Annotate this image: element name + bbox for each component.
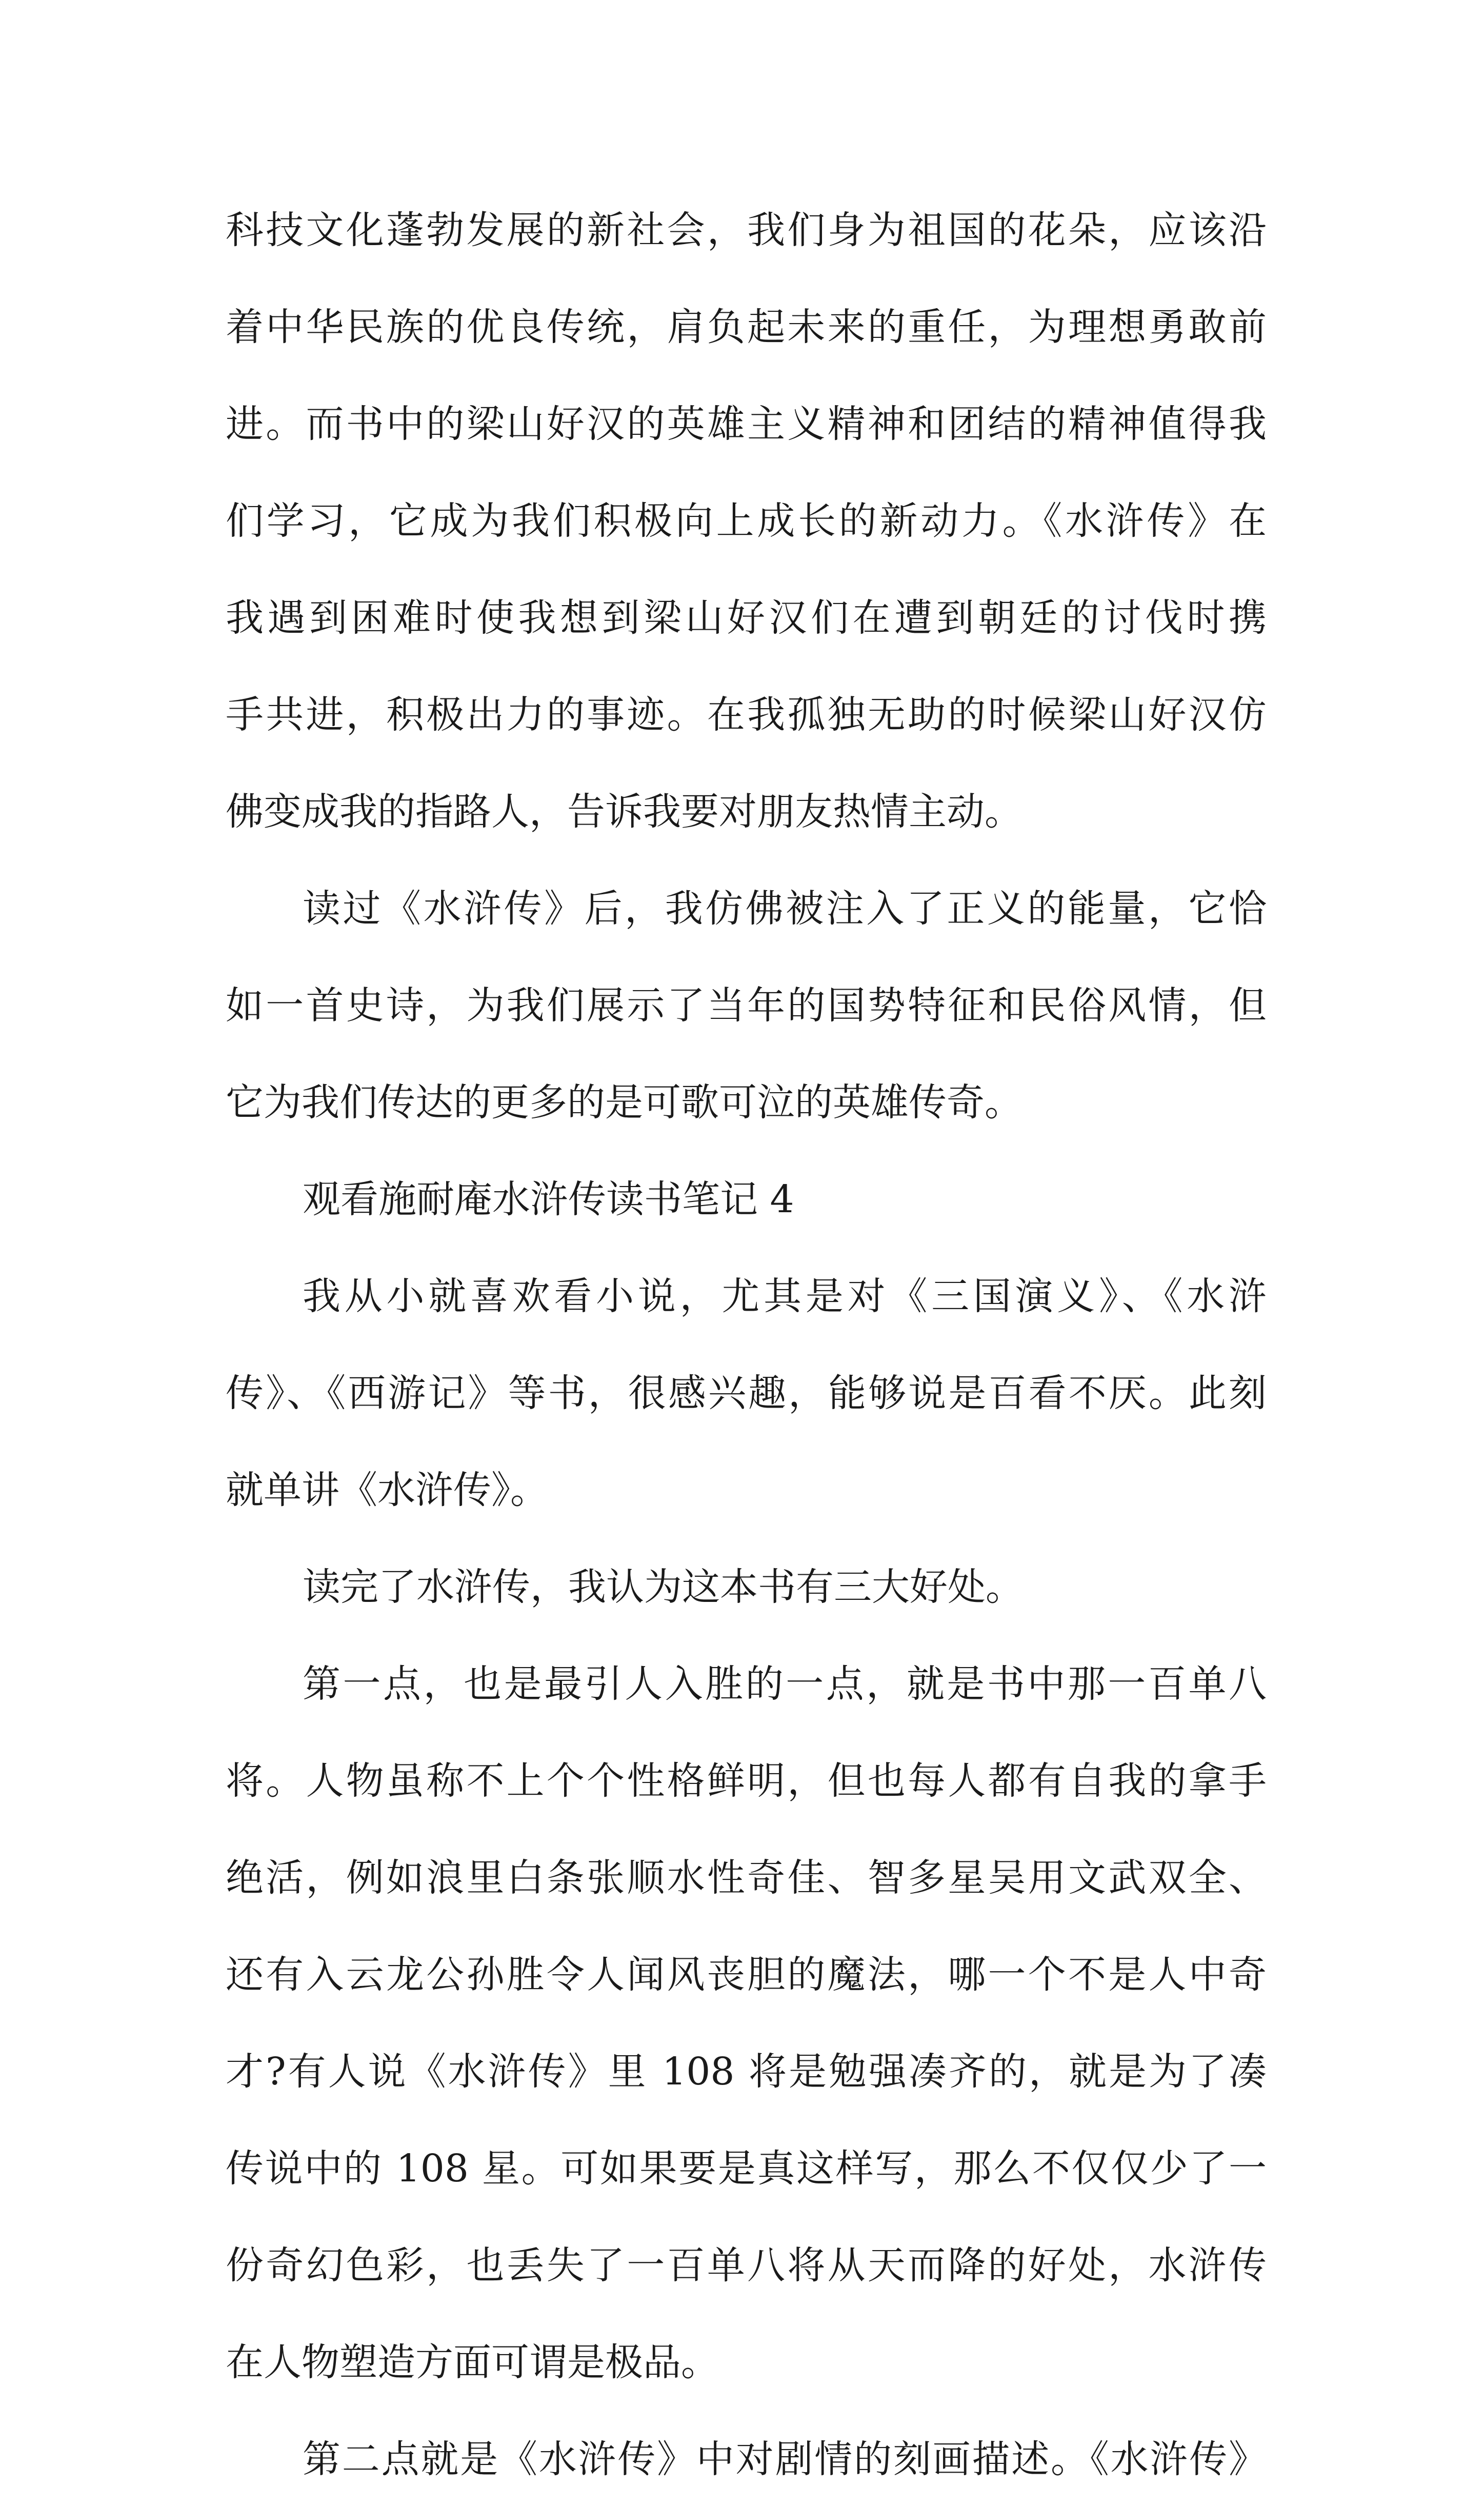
text-line: 就单讲《水浒传》。: [226, 1468, 548, 1512]
text-line: 第一点，也是最引人入胜的一点，就是书中那一百单八: [303, 1662, 1267, 1706]
text-line: 份奇幻色彩，也丢失了一百单八将从天而降的好处，水浒传: [226, 2243, 1267, 2288]
section-heading: 观看施耐庵水浒传读书笔记 4: [303, 1177, 794, 1221]
text-line: 第二点就是《水浒传》中对剧情的刻画描述。《水浒传》: [303, 2437, 1267, 2481]
text-line: 佛变成我的指路人，告诉我要对朋友热情主动。: [226, 790, 1022, 834]
text-line: 传说中的 108 星。可如果要是真这样写，那么不仅仅少了一: [226, 2146, 1267, 2191]
text-line: 将。人物虽称不上个个性格鲜明，但也每人都有自我的拿手: [226, 1759, 1267, 1803]
text-line: 们学习，它成为我们积极向上成长的新动力。《水浒传》在: [226, 499, 1267, 543]
text-line: 才?有人说《水浒传》里 108 将是勉强凑齐的，就是为了凑: [226, 2050, 1267, 2094]
text-line: 进。而书中的梁山好汉的英雄主义精神和团结的精神值得我: [226, 402, 1267, 446]
body-text: [226, 182, 1267, 2508]
text-line: 科技文化蓬勃发展的新社会，我们身为祖国的花朵，应该沿: [226, 208, 1267, 252]
text-line: 读完了水浒传，我认为这本书有三大好处。: [303, 1565, 1024, 1609]
text-line: 读过《水浒传》后，我仿佛被注入了正义的能量，它恰: [303, 887, 1267, 931]
text-line: 着中华民族的优良传统，肩负起未来的重任，为理想勇敢前: [226, 305, 1267, 349]
text-line: 在人物塑造方面可谓是极品。: [226, 2340, 719, 2384]
text-line: 我从小就喜欢看小说，尤其是对《三国演义》、《水浒: [303, 1274, 1267, 1318]
text-line: 手共进，积极出力的事迹。在我孤独无助的时候梁山好汉仿: [226, 693, 1267, 737]
text-line: 我遇到困难时使我想到梁山好汉们在遭到朝廷的讨伐时携: [226, 596, 1267, 640]
text-line: 绝活，例如浪里白条张顺水性奇佳、智多星吴用文武双全、: [226, 1856, 1267, 1900]
text-line: 还有入云龙公孙胜令人闻风丧胆的魔法，哪一个不是人中奇: [226, 1953, 1267, 1997]
text-line: 它为我们传达的更多的是可歌可泣的英雄传奇。: [226, 1080, 1022, 1125]
text-line: 传》、《西游记》等书，很感兴趣，能够说是百看不厌。此刻: [226, 1371, 1267, 1415]
text-line: 如一首史诗，为我们展示了当年的国势特征和民俗风情，但: [226, 984, 1267, 1028]
